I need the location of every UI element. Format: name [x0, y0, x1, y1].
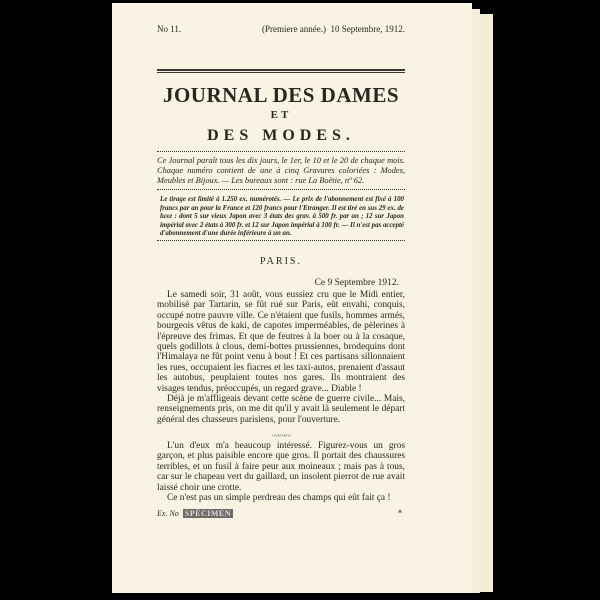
subscription-text: Le tirage est limité à 1.250 ex. numérotés. — Le prix de l'abonnement est fixé à 100 francs par an pour la France et 120 francs pour l'Etranger. Il est tiré en sus 29 ex. de luxe : dont 5 sur vieux Japon avec 3 états des grav. à 500 fr. par an ; 12 sur Japon impérial avec 2 états à 300 fr. et 12 sur Japon impérial à 100 fr. — Il n'est pas accepté d'abonnement d'une durée inférieure à un an. [160, 196, 404, 238]
issue-year: (Premiere année.) [262, 24, 326, 34]
article-dateline: Ce 9 Septembre 1912. [314, 278, 399, 288]
intro-text: Ce Journal paraît tous les dix jours, le 1er, le 10 et le 20 de chaque mois. Chaque numéro contient de une à cinq Gravures coloriées : Modes, Meubles et Bijoux. — Les bureaux sont : rue La Boëtie, nº 62. [157, 156, 405, 185]
copy-number [157, 509, 233, 518]
issue-date: 10 Septembre, 1912. [330, 24, 405, 34]
dotted-rule [157, 151, 405, 152]
issue-year-date [262, 24, 405, 34]
article-body-1 [157, 290, 405, 425]
paragraph: Déjà je m'affligeais devant cette scène de guerre civile... Mais, renseignements pris, on me dit qu'il y avait là seulement le départ général des chasseurs parisiens, pour l'ouverture. [157, 394, 405, 425]
article-body-2 [157, 441, 405, 503]
masthead-subtitle: DES MODES. [207, 127, 355, 144]
paragraph: Ce n'est pas un simple perdreau des champs qui eût fait ça ! [167, 493, 391, 504]
dotted-rule [157, 240, 405, 241]
asterisk-mark: * [398, 509, 402, 518]
masthead-title: JOURNAL DES DAMES [162, 83, 400, 107]
double-rule [157, 69, 405, 73]
dotted-rule [157, 189, 405, 190]
copy-number-label: Ex. No [157, 509, 179, 518]
specimen-stamp: SPÉCIMEN [184, 509, 232, 518]
journal-page [112, 3, 472, 593]
issue-header [157, 24, 405, 34]
masthead-et: ET [270, 109, 292, 121]
issue-number: No 11. [157, 24, 182, 34]
ornament: 〰〰〰 [272, 432, 290, 440]
article-heading: PARIS. [260, 256, 302, 267]
paragraph: Le samedi soir, 31 août, vous eussiez cru que le Midi entier, mobilisé par Tartarin, se fût rué sur Paris, eût envahi, conquis, occupé notre pauvre ville. Ce n'étaient que fusils, hommes armés, bourgeois vêtus de kaki, de capotes imperméables, de pèlerines à l'épreuve des frimas. Et que de feutres à la boer ou à la cosaque, quels godillots à clous, demi-bottes prussiennes, brodequins dont l'Himalaya ne fût point venu à bout ! Et ces partisans sillonnaient les rues, occupaient les fiacres et les taxi-autos, prenaient d'assaut les autobus, peuplaient toutes nos gares. Ils montraient des visages tendus, préoccupés, un regard grave... Diable ! [157, 290, 405, 394]
paragraph: L'un d'eux m'a beaucoup intéressé. Figurez-vous un gros garçon, et plus paisible encore que gros. Il portait des chaussures terribles, et un fusil à faire peur aux moineaux ; mais pas à tous, car sur le chapeau vert du gaillard, un insolent pierrot de rue avait laissé choir une crotte. [157, 441, 405, 493]
